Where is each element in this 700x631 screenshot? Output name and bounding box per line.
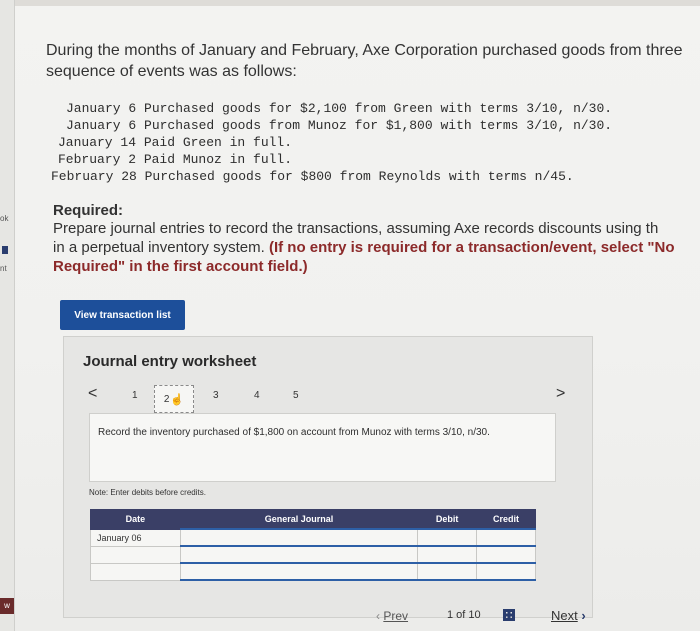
pager-next-arrow[interactable]: > bbox=[556, 385, 566, 402]
journal-header-row bbox=[91, 510, 536, 530]
debit-input[interactable] bbox=[418, 563, 477, 580]
prev-button[interactable] bbox=[376, 609, 408, 623]
sidebar-tab-w[interactable]: w bbox=[0, 598, 14, 614]
debit-input[interactable] bbox=[418, 546, 477, 563]
required-line-2-bold: (If no entry is required for a transaction/event, select "No bbox=[268, 239, 675, 256]
required-line-1: Prepare journal entries to record the transactions, assuming Axe records discounts using th bbox=[53, 220, 659, 237]
required-line-2 bbox=[53, 238, 700, 257]
top-edge bbox=[14, 0, 700, 6]
pager-prev-arrow[interactable]: < bbox=[88, 385, 98, 402]
column-header-general-journal: General Journal bbox=[180, 510, 417, 530]
required-instructions bbox=[53, 219, 700, 276]
view-transaction-list-button[interactable]: View transaction list bbox=[60, 300, 185, 330]
column-header-credit: Credit bbox=[477, 510, 536, 530]
credit-input[interactable] bbox=[477, 546, 536, 563]
worksheet-title: Journal entry worksheet bbox=[83, 353, 257, 370]
debit-input[interactable] bbox=[418, 529, 477, 546]
date-cell[interactable]: January 06 bbox=[91, 529, 181, 546]
pager-page-4[interactable]: 4 bbox=[254, 390, 260, 401]
next-label: Next bbox=[551, 608, 578, 623]
left-sidebar-strip bbox=[0, 0, 15, 631]
debits-note: Note: Enter debits before credits. bbox=[89, 488, 206, 497]
pager-page-2-active[interactable] bbox=[154, 385, 194, 413]
grid-menu-icon[interactable] bbox=[503, 609, 515, 621]
event-line: January 6 Purchased goods for $2,100 from Green with terms 3/10, n/30. bbox=[66, 101, 613, 116]
hand-pointer-icon: ☝ bbox=[170, 393, 185, 406]
account-input[interactable] bbox=[180, 529, 417, 546]
pager-page-2-label: 2 bbox=[163, 393, 170, 405]
prev-label: Prev bbox=[383, 609, 409, 623]
column-header-date: Date bbox=[91, 510, 181, 530]
date-cell[interactable] bbox=[91, 546, 181, 563]
event-line: January 6 Purchased goods from Munoz for $1,800 with terms 3/10, n/30. bbox=[66, 118, 613, 133]
credit-input[interactable] bbox=[477, 563, 536, 580]
pager-page-1[interactable]: 1 bbox=[132, 390, 138, 401]
sidebar-tab-nt[interactable]: nt bbox=[0, 264, 7, 273]
table-row bbox=[91, 563, 536, 580]
chevron-left-icon: ‹ bbox=[376, 609, 384, 623]
transaction-instruction-text: Record the inventory purchased of $1,800 on account from Munoz with terms 3/10, n/30. bbox=[98, 427, 490, 438]
column-header-debit: Debit bbox=[418, 510, 477, 530]
account-input[interactable] bbox=[180, 546, 417, 563]
intro-line-2: sequence of events was as follows: bbox=[46, 63, 297, 80]
pager-page-3[interactable]: 3 bbox=[213, 390, 219, 401]
worksheet-pager bbox=[64, 385, 592, 413]
journal-entry-worksheet bbox=[63, 336, 593, 618]
event-line: January 14 Paid Green in full. bbox=[58, 135, 293, 150]
footer-navigation bbox=[0, 600, 700, 631]
journal-table bbox=[90, 509, 536, 581]
credit-input[interactable] bbox=[477, 529, 536, 546]
required-heading: Required: bbox=[53, 202, 124, 219]
next-button[interactable] bbox=[551, 608, 586, 623]
event-line: February 2 Paid Munoz in full. bbox=[58, 152, 293, 167]
table-row bbox=[91, 529, 536, 546]
table-row bbox=[91, 546, 536, 563]
sidebar-tab-ok[interactable]: ok bbox=[0, 214, 9, 223]
required-line-2-plain: in a perpetual inventory system. bbox=[53, 239, 269, 256]
chevron-right-icon: › bbox=[577, 608, 586, 623]
question-position: 1 of 10 bbox=[447, 609, 481, 621]
problem-intro bbox=[46, 40, 700, 82]
sidebar-marker bbox=[2, 246, 8, 254]
date-cell[interactable] bbox=[91, 563, 181, 580]
transaction-instruction-box bbox=[89, 413, 556, 482]
pager-page-5[interactable]: 5 bbox=[293, 390, 299, 401]
event-line: February 28 Purchased goods for $800 from Reynolds with terms n/45. bbox=[51, 169, 574, 184]
account-input[interactable] bbox=[180, 563, 417, 580]
required-line-3: Required" in the first account field.) bbox=[53, 258, 308, 275]
intro-line-1: During the months of January and February, Axe Corporation purchased goods from three bbox=[46, 42, 683, 59]
